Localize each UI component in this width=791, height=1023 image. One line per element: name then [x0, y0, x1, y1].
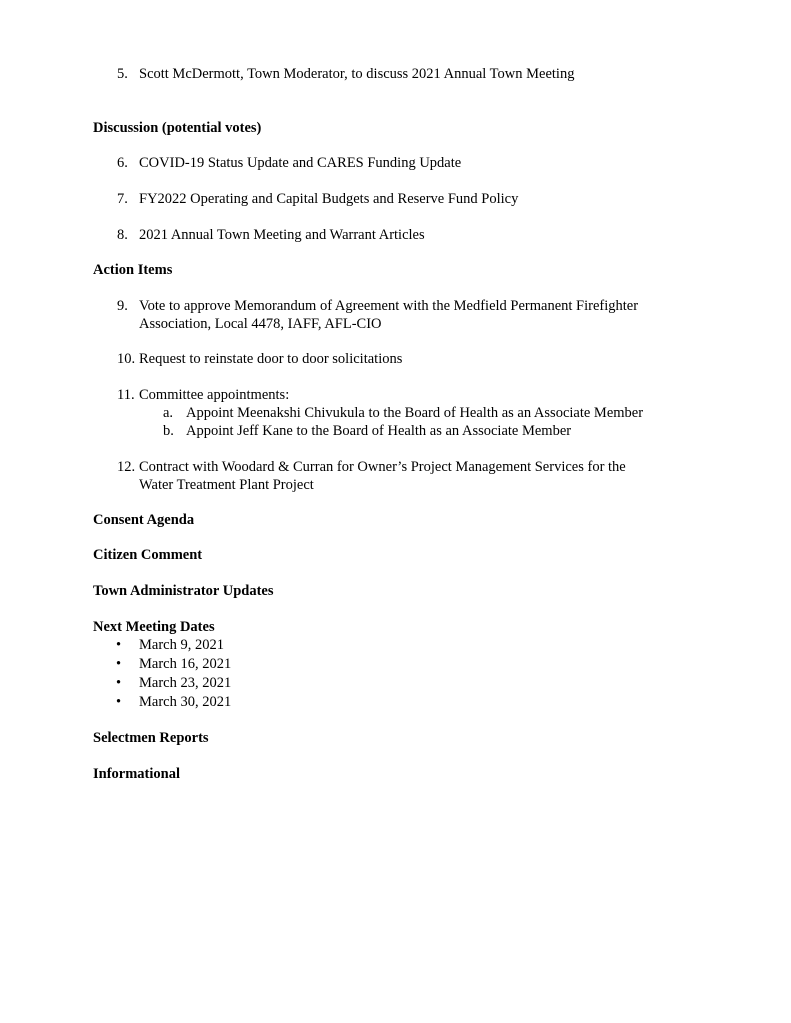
action-items-heading: Action Items — [93, 262, 173, 278]
meeting-date-2: March 16, 2021 — [139, 656, 232, 672]
selectmen-reports-heading: Selectmen Reports — [93, 730, 209, 746]
item-8-number: 8. — [117, 227, 128, 243]
citizen-comment-heading: Citizen Comment — [93, 547, 203, 563]
item-9-text-line2: Association, Local 4478, IAFF, AFL-CIO — [139, 316, 382, 332]
item-7-number: 7. — [117, 191, 128, 207]
town-administrator-updates-heading: Town Administrator Updates — [93, 583, 274, 599]
item-11-number: 11. — [117, 387, 135, 403]
item-5-number: 5. — [117, 66, 128, 82]
item-10-text: Request to reinstate door to door solicitations — [139, 351, 403, 367]
item-12-text-line1: Contract with Woodard & Curran for Owner’s Project Management Services for the — [139, 459, 626, 475]
item-8-text: 2021 Annual Town Meeting and Warrant Articles — [139, 227, 425, 243]
discussion-heading: Discussion (potential votes) — [93, 120, 262, 136]
bullet-icon: • — [116, 656, 122, 672]
bullet-icon: • — [116, 675, 122, 691]
item-11b-text: Appoint Jeff Kane to the Board of Health as an Associate Member — [186, 423, 572, 439]
next-meeting-dates-heading: Next Meeting Dates — [93, 619, 215, 635]
item-7-text: FY2022 Operating and Capital Budgets and Reserve Fund Policy — [139, 191, 519, 207]
item-6-number: 6. — [117, 155, 128, 171]
item-11b-letter: b. — [163, 423, 174, 439]
item-11a-letter: a. — [163, 405, 174, 421]
item-9-number: 9. — [117, 298, 128, 314]
consent-agenda-heading: Consent Agenda — [93, 512, 195, 528]
informational-heading: Informational — [93, 766, 180, 782]
item-10-number: 10. — [117, 351, 136, 367]
item-12-text-line2: Water Treatment Plant Project — [139, 477, 314, 493]
bullet-icon: • — [116, 637, 122, 653]
item-12-number: 12. — [117, 459, 136, 475]
meeting-date-1: March 9, 2021 — [139, 637, 224, 653]
item-11-text: Committee appointments: — [139, 387, 290, 403]
meeting-date-4: March 30, 2021 — [139, 694, 232, 710]
bullet-icon: • — [116, 694, 122, 710]
meeting-date-3: March 23, 2021 — [139, 675, 232, 691]
item-9-text-line1: Vote to approve Memorandum of Agreement with the Medfield Permanent Firefighter — [139, 298, 639, 314]
item-6-text: COVID-19 Status Update and CARES Funding Update — [139, 155, 462, 171]
item-5-text: Scott McDermott, Town Moderator, to discuss 2021 Annual Town Meeting — [139, 66, 575, 82]
item-11a-text: Appoint Meenakshi Chivukula to the Board of Health as an Associate Member — [186, 405, 644, 421]
